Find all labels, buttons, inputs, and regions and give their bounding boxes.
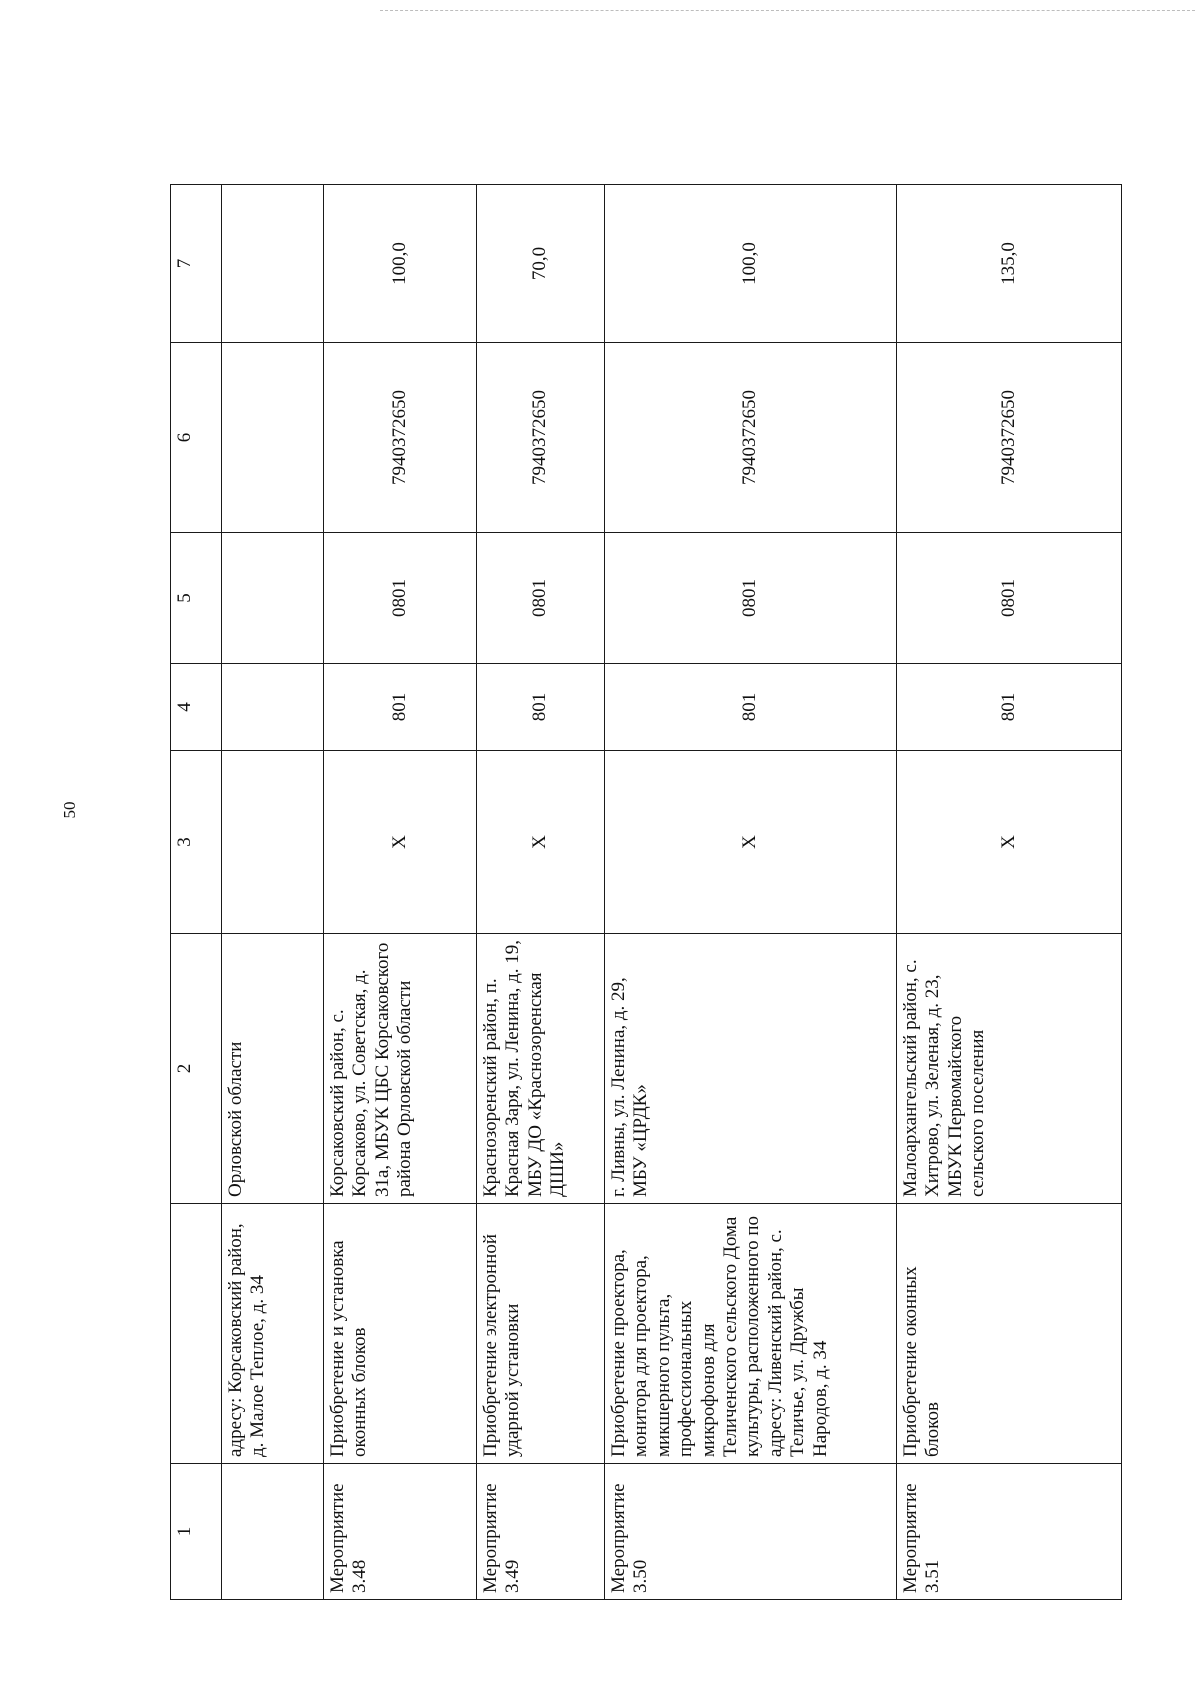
header-cell-7: 7: [171, 185, 222, 343]
location-cell: г. Ливны, ул. Ленина, д. 29, МБУ «ЦРДК»: [605, 934, 897, 1204]
event-cell: [222, 1464, 324, 1600]
col5-cell: 0801: [897, 533, 1122, 664]
col4-cell: 801: [324, 664, 477, 751]
table-header-row: [171, 185, 222, 1600]
header-cell-6: 6: [171, 343, 222, 533]
col6-cell: 7940372650: [324, 343, 477, 533]
col6-cell: 7940372650: [605, 343, 897, 533]
event-cell: Мероприятие 3.50: [605, 1464, 897, 1600]
col3-cell: [222, 751, 324, 934]
event-cell: Мероприятие 3.48: [324, 1464, 477, 1600]
table-row: [605, 185, 897, 1600]
col3-cell: Х: [477, 751, 605, 934]
col5-cell: 0801: [605, 533, 897, 664]
col6-cell: 7940372650: [897, 343, 1122, 533]
budget-table: [170, 184, 1122, 1600]
header-cell-2: 2: [171, 934, 222, 1204]
name-cell: Приобретение проектора, монитора для проектора, микшерного пульта, профессиональных микрофонов для Теличенского сельского Дома культуры, расположенного по адресу: Ливенский район, с. Теличье, ул. Дружбы Народов, д. 34: [605, 1204, 897, 1464]
table-row: [897, 185, 1122, 1600]
col7-cell: 100,0: [605, 185, 897, 343]
location-cell: Орловской области: [222, 934, 324, 1204]
name-cell: Приобретение оконных блоков: [897, 1204, 1122, 1464]
col3-cell: Х: [605, 751, 897, 934]
header-cell-1: 1: [171, 1464, 222, 1600]
col6-cell: 7940372650: [477, 343, 605, 533]
header-cell-4: 4: [171, 664, 222, 751]
event-cell: Мероприятие 3.51: [897, 1464, 1122, 1600]
col5-cell: 0801: [477, 533, 605, 664]
header-cell-3: 3: [171, 751, 222, 934]
location-cell: Малоархангельский район, с. Хитрово, ул. Зеленая, д. 23, МБУК Первомайского сельского поселения: [897, 934, 1122, 1204]
table-row: [324, 185, 477, 1600]
col5-cell: [222, 533, 324, 664]
name-cell: адресу: Корсаковский район, д. Малое Теплое, д. 34: [222, 1204, 324, 1464]
col3-cell: Х: [324, 751, 477, 934]
event-cell: Мероприятие 3.49: [477, 1464, 605, 1600]
col7-cell: [222, 185, 324, 343]
page-number: 50: [60, 801, 79, 819]
location-cell: Корсаковский район, с. Корсаково, ул. Советская, д. 31а, МБУК ЦБС Корсаковского района Орловской области: [324, 934, 477, 1204]
table-row: [477, 185, 605, 1600]
col4-cell: 801: [477, 664, 605, 751]
col3-cell: Х: [897, 751, 1122, 934]
col4-cell: 801: [897, 664, 1122, 751]
location-cell: Краснозоренский район, п. Красная Заря, ул. Ленина, д. 19, МБУ ДО «Краснозоренская ДШИ»: [477, 934, 605, 1204]
header-cell-blank: [171, 1204, 222, 1464]
scan-artifact-line: [380, 10, 1195, 11]
col4-cell: [222, 664, 324, 751]
col5-cell: 0801: [324, 533, 477, 664]
name-cell: Приобретение электронной ударной установки: [477, 1204, 605, 1464]
col4-cell: 801: [605, 664, 897, 751]
col7-cell: 100,0: [324, 185, 477, 343]
col7-cell: 70,0: [477, 185, 605, 343]
table-row: [222, 185, 324, 1600]
name-cell: Приобретение и установка оконных блоков: [324, 1204, 477, 1464]
col6-cell: [222, 343, 324, 533]
header-cell-5: 5: [171, 533, 222, 664]
col7-cell: 135,0: [897, 185, 1122, 343]
rotated-table-container: [170, 185, 1114, 1600]
